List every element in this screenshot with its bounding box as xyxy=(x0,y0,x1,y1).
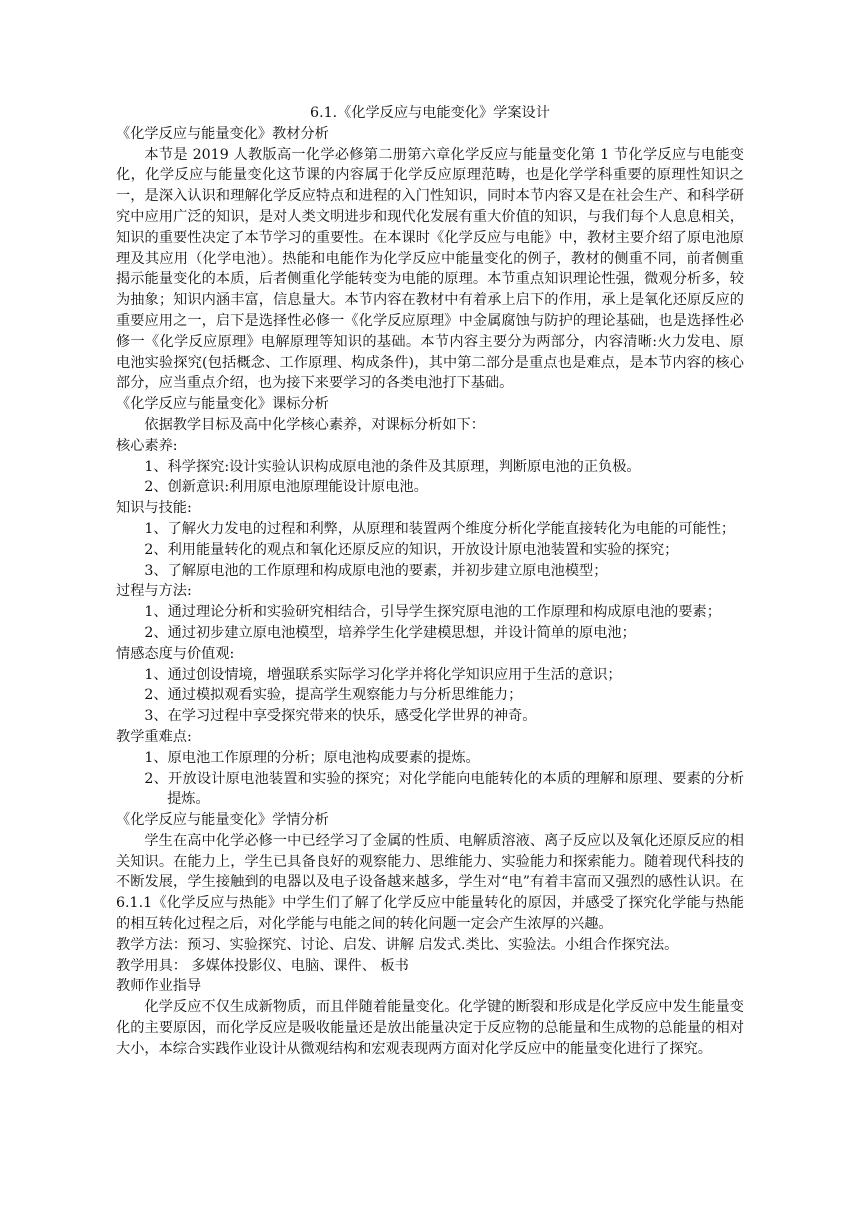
list-item-key-2: 2、开放设计原电池装置和实验的探究；对化学能向电能转化的本质的理解和原理、要素的分析提炼。 xyxy=(144,770,744,808)
document-body xyxy=(116,103,744,1060)
paragraph-learner-analysis: 学生在高中化学必修一中已经学习了金属的性质、电解质溶液、离子反应以及氧化还原反应的相关知识。在能力上，学生已具备良好的观察能力、思维能力、实验能力和探索能力。随着现代科技的不断发展，学生接触到的电器以及电子设备越来越多，学生对“电”有着丰富而又强烈的感性认识。在 6.1.1《化学反应与热能》中学生们了解了化学反应中能量转化的原因，并感受了探究化学能与热能的相互转化过程之后，对化学能与电能之间的转化问题一定会产生浓厚的兴趣。 xyxy=(116,832,744,933)
section-heading-textbook-analysis: 《化学反应与能量变化》教材分析 xyxy=(116,125,329,142)
list-item-emotion-3: 3、在学习过程中享受探究带来的快乐，感受化学世界的神奇。 xyxy=(144,708,537,725)
subheading-attitudes-values: 情感态度与价值观: xyxy=(116,645,235,662)
list-item-skill-3: 3、了解原电池的工作原理和构成原电池的要素，并初步建立原电池模型； xyxy=(144,562,608,579)
list-item-skill-2: 2、利用能量转化的观点和氧化还原反应的知识，开放设计原电池装置和实验的探究； xyxy=(144,541,679,558)
document-title: 6.1.《化学反应与电能变化》学案设计 xyxy=(310,105,550,121)
section-heading-learner-analysis: 《化学反应与能量变化》学情分析 xyxy=(116,812,329,829)
list-item-emotion-2: 2、通过模拟观看实验，提高学生观察能力与分析思维能力； xyxy=(144,687,523,704)
section-heading-curriculum-analysis: 《化学反应与能量变化》课标分析 xyxy=(116,396,329,413)
list-item-process-1: 1、通过理论分析和实验研究相结合，引导学生探究原电池的工作原理和构成原电池的要素； xyxy=(144,604,721,621)
paragraph-textbook-analysis: 本节是 2019 人教版高一化学必修第二册第六章化学反应与能量变化第 1 节化学反应与电能变化，化学反应与能量变化这节课的内容属于化学反应原理范畴，也是化学学科重要的原理性知识之一，是深入认识和理解化学反应特点和进程的入门性知识，同时本节内容又是在社会生产、和科学研究中应用广泛的知识，是对人类文明进步和现代化发展有重大价值的知识，与我们每个人息息相关，知识的重要性决定了本节学习的重要性。在本课时《化学反应与电能》中，教材主要介绍了原电池原理及其应用（化学电池）。热能和电能作为化学反应中能量变化的例子，教材的侧重不同，前者侧重揭示能量变化的本质，后者侧重化学能转变为电能的原理。本节重点知识理论性强，微观分析多，较为抽象；知识内涵丰富，信息量大。本节内容在教材中有着承上启下的作用，承上是氧化还原反应的重要应用之一，启下是选择性必修一《化学反应原理》中金属腐蚀与防护的理论基础，也是选择性必修一《化学反应原理》电解原理等知识的基础。本节内容主要分为两部分，内容清晰:火力发电、原电池实验探究(包括概念、工作原理、构成条件)，其中第二部分是重点也是难点，是本节内容的核心部分，应当重点介绍，也为接下来要学习的各类电池打下基础。 xyxy=(116,146,744,392)
list-item-emotion-1: 1、通过创设情境，增强联系实际学习化学并将化学知识应用于生活的意识； xyxy=(144,666,622,683)
list-item-skill-1: 1、了解火力发电的过程和利弊，从原理和装置两个维度分析化学能直接转化为电能的可能性； xyxy=(144,520,736,537)
paragraph-curriculum-intro: 依据教学目标及高中化学核心素养，对课标分析如下： xyxy=(144,416,485,433)
list-item-core-2: 2、创新意识:利用原电池原理能设计原电池。 xyxy=(144,479,428,496)
list-item-process-2: 2、通过初步建立原电池模型，培养学生化学建模思想，并设计简单的原电池； xyxy=(144,624,636,641)
paragraph-homework-guidance: 化学反应不仅生成新物质，而且伴随着能量变化。化学键的断裂和形成是化学反应中发生能量变化的主要原因，而化学反应是吸收能量还是放出能量决定于反应物的总能量和生成物的总能量的相对大小，本综合实践作业设计从微观结构和宏观表现两方面对化学反应中的能量变化进行了探究。 xyxy=(116,999,744,1057)
teaching-tools-line: 教学用具： 多媒体投影仪、电脑、课件、 板书 xyxy=(116,957,409,974)
teaching-methods-line: 教学方法：预习、实验探究、讨论、启发、讲解 启发式.类比、实验法。小组合作探究法。 xyxy=(116,936,679,953)
subheading-core-literacy: 核心素养: xyxy=(116,437,178,454)
list-item-key-1: 1、原电池工作原理的分析；原电池构成要素的提炼。 xyxy=(144,749,480,766)
section-heading-homework-guidance: 教师作业指导 xyxy=(116,978,202,995)
subheading-process-methods: 过程与方法: xyxy=(116,583,192,600)
list-item-core-1: 1、科学探究:设计实验认识构成原电池的条件及其原理，判断原电池的正负极。 xyxy=(144,458,641,475)
subheading-key-difficult-points: 教学重难点: xyxy=(116,728,192,745)
subheading-knowledge-skills: 知识与技能: xyxy=(116,500,192,517)
